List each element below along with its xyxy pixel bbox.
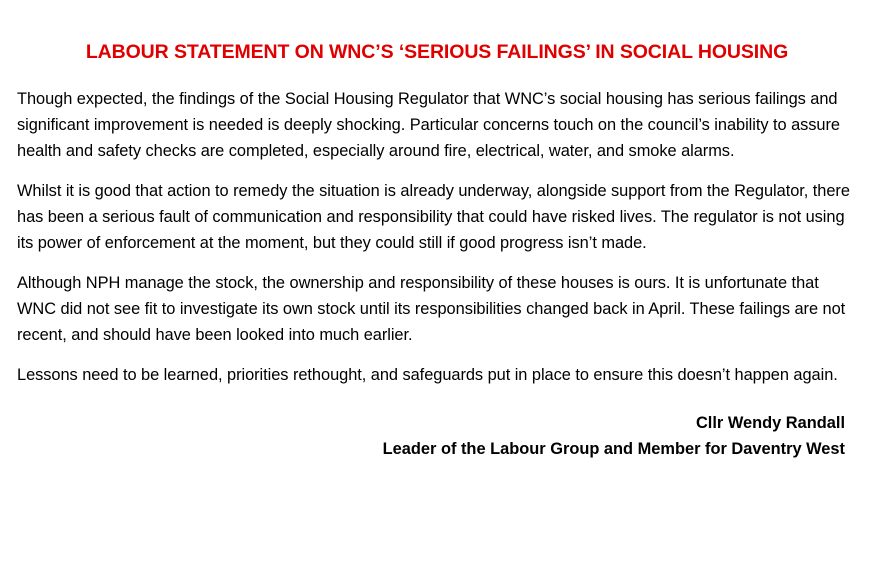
paragraph-findings: Though expected, the findings of the Social Housing Regulator that WNC’s social housing has serious failings and significant improvement is needed is deeply shocking. Particular concerns touch on the council’s inability to assure health and safety checks are completed, especially around fire, electrical, water, and smoke alarms. [17,90,840,160]
signature-name: Cllr Wendy Randall [695,414,845,432]
paragraph-lessons: Lessons need to be learned, priorities rethought, and safeguards put in place to ensure this doesn’t happen again. [17,366,838,384]
paragraph-ownership: Although NPH manage the stock, the ownership and responsibility of these houses is ours. It is unfortunate that WNC did not see fit to investigate its own stock until its responsibilities changed back in April. These failings are not recent, and should have been looked into much earlier. [17,274,846,344]
statement-title: LABOUR STATEMENT ON WNC’S ‘SERIOUS FAILINGS’ IN SOCIAL HOUSING [85,41,789,63]
paragraph-action: Whilst it is good that action to remedy the situation is already underway, alongside support from the Regulator, there has been a serious fault of communication and responsibility that could have risked lives. The regulator is not using its power of enforcement at the moment, but they could still if good progress isn’t made. [17,182,850,252]
signature-role: Leader of the Labour Group and Member for Daventry West [382,440,845,458]
signature-block [17,410,857,462]
